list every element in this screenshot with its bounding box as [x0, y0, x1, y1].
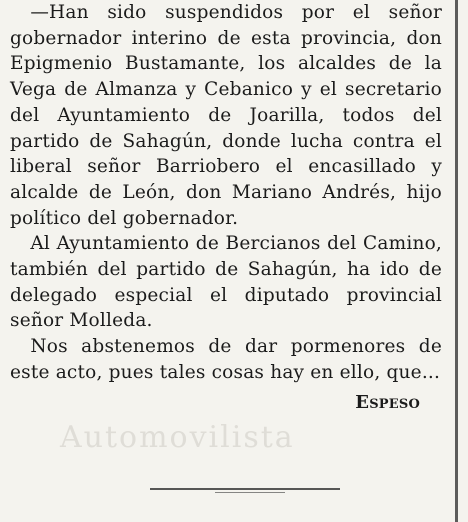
- footer-rule: [150, 488, 340, 490]
- bleed-through-heading: Automovilista: [60, 420, 295, 455]
- article-body: [10, 0, 442, 415]
- paragraph-3: Nos abstenemos de dar pormenores de este acto, pues tales cosas hay en ello, que...: [10, 336, 442, 383]
- author-signature: Espeso: [355, 391, 420, 413]
- footer-rule-secondary: [215, 492, 285, 493]
- column-rule: [455, 0, 458, 522]
- paragraph-2: Al Ayuntamiento de Bercianos del Camino, también del partido de Sahagún, ha ido de delegado especial el diputado provincial señor Molleda.: [10, 233, 442, 332]
- paragraph-1: —Han sido suspendidos por el señor gobernador interino de esta provincia, don Epigmenio Bustamante, los alcaldes de la Vega de Almanza y Cebanico y el secretario del Ayuntamiento de Joarilla, todos del partido de Sahagún, donde lucha contra el liberal señor Barriobero el encasillado y alcalde de León, don Mariano Andrés, hijo político del gobernador.: [10, 2, 442, 229]
